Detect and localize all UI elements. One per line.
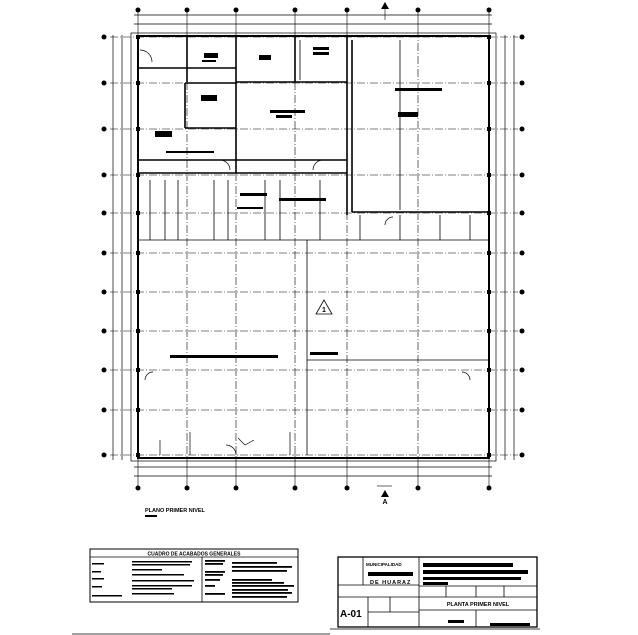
grid-bubble xyxy=(102,290,107,295)
plan-title: PLANO PRIMER NIVEL xyxy=(145,508,205,514)
section-marker-top xyxy=(381,2,389,20)
grid-bubble xyxy=(520,368,525,373)
sheet-title: PLANTA PRIMER NIVEL xyxy=(446,602,510,608)
grid-bubble xyxy=(102,35,107,40)
grid-bubble xyxy=(520,127,525,132)
sheet-number: A-01 xyxy=(340,609,362,620)
finishes-table-rows xyxy=(92,560,294,598)
section-marker-bottom xyxy=(377,486,392,506)
structural-grid xyxy=(110,30,518,463)
section-marker-label: A xyxy=(382,499,388,506)
section-marker-label: A xyxy=(382,3,388,10)
grid-bubble xyxy=(520,251,525,256)
grid-bubble xyxy=(520,329,525,334)
scale-note xyxy=(145,515,157,517)
grid-bubble xyxy=(102,173,107,178)
grid-bubble xyxy=(185,8,190,13)
grid-bubble xyxy=(234,8,239,13)
grid-bubble xyxy=(102,251,107,256)
grid-bubble xyxy=(102,211,107,216)
grid-bubble xyxy=(102,453,107,458)
grid-bubble xyxy=(136,486,141,491)
room-marker xyxy=(316,300,332,314)
grid-bubble xyxy=(520,211,525,216)
grid-bubble xyxy=(520,453,525,458)
partition-lines xyxy=(138,40,489,455)
grid-bubble xyxy=(487,8,492,13)
grid-bubble xyxy=(102,408,107,413)
grid-bubble xyxy=(416,486,421,491)
title-block-fills xyxy=(368,563,530,626)
grid-bubble xyxy=(102,329,107,334)
grid-bubble xyxy=(416,8,421,13)
grid-bubble xyxy=(520,408,525,413)
finishes-table-title: CUADRO DE ACABADOS GENERALES xyxy=(147,551,241,558)
grid-bubble xyxy=(345,8,350,13)
institution-city: DE HUARAZ xyxy=(370,580,412,586)
grid-bubble xyxy=(293,8,298,13)
room-marker-number: 1 xyxy=(322,307,326,314)
grid-bubble xyxy=(520,35,525,40)
grid-bubble xyxy=(293,486,298,491)
room-labels xyxy=(155,47,442,358)
grid-bubble xyxy=(520,81,525,86)
grid-bubble xyxy=(102,368,107,373)
grid-bubble xyxy=(234,486,239,491)
grid-bubble xyxy=(520,290,525,295)
grid-axis-markers xyxy=(102,8,525,491)
grid-bubble xyxy=(185,486,190,491)
interior-walls xyxy=(138,36,489,215)
grid-bubble xyxy=(136,8,141,13)
grid-bubble xyxy=(102,81,107,86)
grid-bubble xyxy=(345,486,350,491)
grid-bubble xyxy=(520,173,525,178)
grid-bubble xyxy=(487,486,492,491)
grid-bubble xyxy=(102,127,107,132)
dimension-lines xyxy=(113,15,514,476)
institution-name: MUNICIPALIDAD xyxy=(366,562,402,567)
